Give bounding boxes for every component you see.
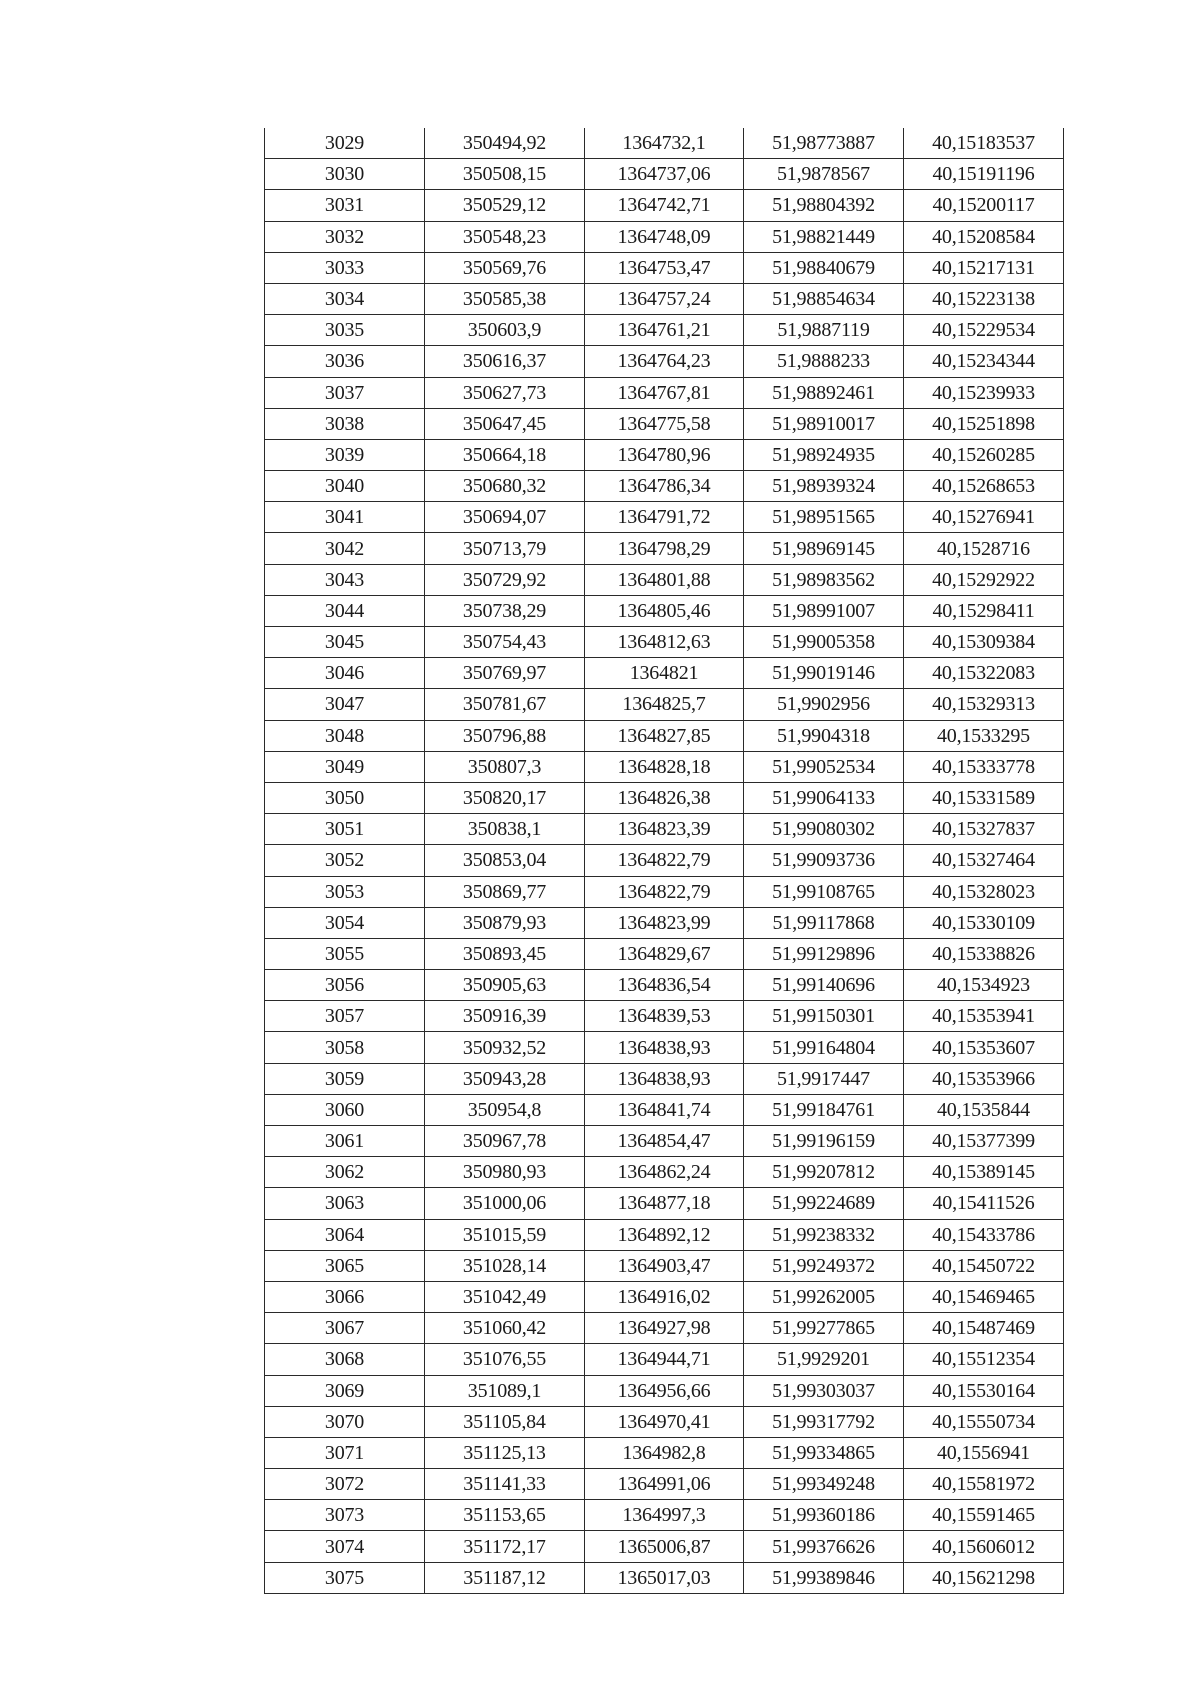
latitude-cell: 51,98804392 [744, 190, 904, 221]
x-coordinate-cell: 350585,38 [425, 283, 585, 314]
x-coordinate-cell: 350647,45 [425, 408, 585, 439]
latitude-cell: 51,99249372 [744, 1250, 904, 1281]
latitude-cell: 51,9904318 [744, 720, 904, 751]
point-number-cell: 3054 [265, 907, 425, 938]
point-number-cell: 3058 [265, 1032, 425, 1063]
table-row [265, 1281, 1064, 1312]
table-row [265, 720, 1064, 751]
y-coordinate-cell: 1364970,41 [585, 1406, 744, 1437]
table-row [265, 1250, 1064, 1281]
table-row [265, 190, 1064, 221]
latitude-cell: 51,98969145 [744, 533, 904, 564]
longitude-cell: 40,15530164 [904, 1375, 1064, 1406]
longitude-cell: 40,15268653 [904, 471, 1064, 502]
point-number-cell: 3044 [265, 595, 425, 626]
x-coordinate-cell: 351060,42 [425, 1313, 585, 1344]
x-coordinate-cell: 350627,73 [425, 377, 585, 408]
latitude-cell: 51,99238332 [744, 1219, 904, 1250]
longitude-cell: 40,15298411 [904, 595, 1064, 626]
y-coordinate-cell: 1364742,71 [585, 190, 744, 221]
longitude-cell: 40,15260285 [904, 439, 1064, 470]
table-row [265, 1437, 1064, 1468]
y-coordinate-cell: 1364826,38 [585, 782, 744, 813]
point-number-cell: 3062 [265, 1157, 425, 1188]
longitude-cell: 40,15239933 [904, 377, 1064, 408]
x-coordinate-cell: 351105,84 [425, 1406, 585, 1437]
x-coordinate-cell: 351125,13 [425, 1437, 585, 1468]
point-number-cell: 3050 [265, 782, 425, 813]
point-number-cell: 3052 [265, 845, 425, 876]
table-row [265, 845, 1064, 876]
x-coordinate-cell: 350879,93 [425, 907, 585, 938]
table-row [265, 439, 1064, 470]
y-coordinate-cell: 1364761,21 [585, 315, 744, 346]
y-coordinate-cell: 1364822,79 [585, 845, 744, 876]
longitude-cell: 40,1535844 [904, 1094, 1064, 1125]
x-coordinate-cell: 351141,33 [425, 1469, 585, 1500]
x-coordinate-cell: 351172,17 [425, 1531, 585, 1562]
x-coordinate-cell: 350508,15 [425, 159, 585, 190]
x-coordinate-cell: 350893,45 [425, 938, 585, 969]
y-coordinate-cell: 1364839,53 [585, 1001, 744, 1032]
point-number-cell: 3070 [265, 1406, 425, 1437]
latitude-cell: 51,9929201 [744, 1344, 904, 1375]
longitude-cell: 40,15251898 [904, 408, 1064, 439]
latitude-cell: 51,99140696 [744, 970, 904, 1001]
longitude-cell: 40,15328023 [904, 876, 1064, 907]
x-coordinate-cell: 350754,43 [425, 627, 585, 658]
latitude-cell: 51,99389846 [744, 1562, 904, 1593]
y-coordinate-cell: 1364829,67 [585, 938, 744, 969]
longitude-cell: 40,15433786 [904, 1219, 1064, 1250]
point-number-cell: 3038 [265, 408, 425, 439]
table-row [265, 1500, 1064, 1531]
latitude-cell: 51,99117868 [744, 907, 904, 938]
point-number-cell: 3053 [265, 876, 425, 907]
latitude-cell: 51,99064133 [744, 782, 904, 813]
y-coordinate-cell: 1364877,18 [585, 1188, 744, 1219]
y-coordinate-cell: 1364982,8 [585, 1437, 744, 1468]
longitude-cell: 40,15591465 [904, 1500, 1064, 1531]
x-coordinate-cell: 351153,65 [425, 1500, 585, 1531]
longitude-cell: 40,15200117 [904, 190, 1064, 221]
longitude-cell: 40,15229534 [904, 315, 1064, 346]
table-row [265, 938, 1064, 969]
point-number-cell: 3051 [265, 814, 425, 845]
x-coordinate-cell: 350838,1 [425, 814, 585, 845]
x-coordinate-cell: 350943,28 [425, 1063, 585, 1094]
latitude-cell: 51,98821449 [744, 221, 904, 252]
y-coordinate-cell: 1364927,98 [585, 1313, 744, 1344]
y-coordinate-cell: 1364991,06 [585, 1469, 744, 1500]
latitude-cell: 51,99224689 [744, 1188, 904, 1219]
table-row [265, 283, 1064, 314]
longitude-cell: 40,1533295 [904, 720, 1064, 751]
x-coordinate-cell: 350980,93 [425, 1157, 585, 1188]
latitude-cell: 51,99334865 [744, 1437, 904, 1468]
latitude-cell: 51,99129896 [744, 938, 904, 969]
point-number-cell: 3068 [265, 1344, 425, 1375]
table-row [265, 564, 1064, 595]
latitude-cell: 51,99349248 [744, 1469, 904, 1500]
longitude-cell: 40,15512354 [904, 1344, 1064, 1375]
longitude-cell: 40,15309384 [904, 627, 1064, 658]
point-number-cell: 3069 [265, 1375, 425, 1406]
latitude-cell: 51,99360186 [744, 1500, 904, 1531]
y-coordinate-cell: 1364798,29 [585, 533, 744, 564]
x-coordinate-cell: 350853,04 [425, 845, 585, 876]
x-coordinate-cell: 350769,97 [425, 658, 585, 689]
table-row [265, 1032, 1064, 1063]
x-coordinate-cell: 350494,92 [425, 128, 585, 159]
longitude-cell: 40,15217131 [904, 252, 1064, 283]
longitude-cell: 40,15606012 [904, 1531, 1064, 1562]
longitude-cell: 40,15208584 [904, 221, 1064, 252]
x-coordinate-cell: 351000,06 [425, 1188, 585, 1219]
latitude-cell: 51,9887119 [744, 315, 904, 346]
table-row [265, 1126, 1064, 1157]
y-coordinate-cell: 1364822,79 [585, 876, 744, 907]
y-coordinate-cell: 1364841,74 [585, 1094, 744, 1125]
x-coordinate-cell: 350932,52 [425, 1032, 585, 1063]
point-number-cell: 3031 [265, 190, 425, 221]
latitude-cell: 51,99019146 [744, 658, 904, 689]
longitude-cell: 40,1534923 [904, 970, 1064, 1001]
point-number-cell: 3041 [265, 502, 425, 533]
latitude-cell: 51,99108765 [744, 876, 904, 907]
latitude-cell: 51,99196159 [744, 1126, 904, 1157]
y-coordinate-cell: 1364944,71 [585, 1344, 744, 1375]
table-row [265, 471, 1064, 502]
y-coordinate-cell: 1364956,66 [585, 1375, 744, 1406]
x-coordinate-cell: 350781,67 [425, 689, 585, 720]
longitude-cell: 40,1528716 [904, 533, 1064, 564]
point-number-cell: 3061 [265, 1126, 425, 1157]
y-coordinate-cell: 1365017,03 [585, 1562, 744, 1593]
table-row [265, 627, 1064, 658]
table-row [265, 1344, 1064, 1375]
y-coordinate-cell: 1364838,93 [585, 1063, 744, 1094]
point-number-cell: 3047 [265, 689, 425, 720]
point-number-cell: 3059 [265, 1063, 425, 1094]
longitude-cell: 40,15389145 [904, 1157, 1064, 1188]
point-number-cell: 3072 [265, 1469, 425, 1500]
y-coordinate-cell: 1364812,63 [585, 627, 744, 658]
point-number-cell: 3055 [265, 938, 425, 969]
latitude-cell: 51,99150301 [744, 1001, 904, 1032]
y-coordinate-cell: 1365006,87 [585, 1531, 744, 1562]
table-row [265, 595, 1064, 626]
table-row [265, 1375, 1064, 1406]
x-coordinate-cell: 350603,9 [425, 315, 585, 346]
latitude-cell: 51,98892461 [744, 377, 904, 408]
longitude-cell: 40,15353941 [904, 1001, 1064, 1032]
point-number-cell: 3060 [265, 1094, 425, 1125]
x-coordinate-cell: 350713,79 [425, 533, 585, 564]
y-coordinate-cell: 1364775,58 [585, 408, 744, 439]
y-coordinate-cell: 1364997,3 [585, 1500, 744, 1531]
y-coordinate-cell: 1364786,34 [585, 471, 744, 502]
y-coordinate-cell: 1364767,81 [585, 377, 744, 408]
x-coordinate-cell: 350529,12 [425, 190, 585, 221]
longitude-cell: 40,15234344 [904, 346, 1064, 377]
latitude-cell: 51,98939324 [744, 471, 904, 502]
y-coordinate-cell: 1364732,1 [585, 128, 744, 159]
y-coordinate-cell: 1364828,18 [585, 751, 744, 782]
longitude-cell: 40,15487469 [904, 1313, 1064, 1344]
longitude-cell: 40,15327837 [904, 814, 1064, 845]
table-row [265, 1063, 1064, 1094]
longitude-cell: 40,15353607 [904, 1032, 1064, 1063]
y-coordinate-cell: 1364737,06 [585, 159, 744, 190]
point-number-cell: 3039 [265, 439, 425, 470]
table-row [265, 970, 1064, 1001]
longitude-cell: 40,15469465 [904, 1281, 1064, 1312]
y-coordinate-cell: 1364823,39 [585, 814, 744, 845]
x-coordinate-cell: 350616,37 [425, 346, 585, 377]
table-row [265, 1313, 1064, 1344]
x-coordinate-cell: 350569,76 [425, 252, 585, 283]
longitude-cell: 40,15550734 [904, 1406, 1064, 1437]
x-coordinate-cell: 350738,29 [425, 595, 585, 626]
point-number-cell: 3057 [265, 1001, 425, 1032]
longitude-cell: 40,15276941 [904, 502, 1064, 533]
x-coordinate-cell: 350905,63 [425, 970, 585, 1001]
table-row [265, 408, 1064, 439]
table-row [265, 159, 1064, 190]
x-coordinate-cell: 350807,3 [425, 751, 585, 782]
y-coordinate-cell: 1364854,47 [585, 1126, 744, 1157]
y-coordinate-cell: 1364805,46 [585, 595, 744, 626]
x-coordinate-cell: 350680,32 [425, 471, 585, 502]
table-row [265, 128, 1064, 159]
longitude-cell: 40,15330109 [904, 907, 1064, 938]
table-row [265, 876, 1064, 907]
latitude-cell: 51,9878567 [744, 159, 904, 190]
y-coordinate-cell: 1364862,24 [585, 1157, 744, 1188]
longitude-cell: 40,15411526 [904, 1188, 1064, 1219]
latitude-cell: 51,99164804 [744, 1032, 904, 1063]
point-number-cell: 3035 [265, 315, 425, 346]
x-coordinate-cell: 351015,59 [425, 1219, 585, 1250]
y-coordinate-cell: 1364836,54 [585, 970, 744, 1001]
table-row [265, 1531, 1064, 1562]
latitude-cell: 51,99277865 [744, 1313, 904, 1344]
table-row [265, 221, 1064, 252]
longitude-cell: 40,15377399 [904, 1126, 1064, 1157]
table-row [265, 1406, 1064, 1437]
x-coordinate-cell: 351042,49 [425, 1281, 585, 1312]
y-coordinate-cell: 1364791,72 [585, 502, 744, 533]
x-coordinate-cell: 350869,77 [425, 876, 585, 907]
longitude-cell: 40,15329313 [904, 689, 1064, 720]
y-coordinate-cell: 1364825,7 [585, 689, 744, 720]
y-coordinate-cell: 1364764,23 [585, 346, 744, 377]
x-coordinate-cell: 351187,12 [425, 1562, 585, 1593]
longitude-cell: 40,15322083 [904, 658, 1064, 689]
longitude-cell: 40,15450722 [904, 1250, 1064, 1281]
x-coordinate-cell: 350916,39 [425, 1001, 585, 1032]
latitude-cell: 51,9902956 [744, 689, 904, 720]
latitude-cell: 51,98854634 [744, 283, 904, 314]
latitude-cell: 51,99005358 [744, 627, 904, 658]
table-row [265, 689, 1064, 720]
latitude-cell: 51,99262005 [744, 1281, 904, 1312]
latitude-cell: 51,99317792 [744, 1406, 904, 1437]
longitude-cell: 40,15327464 [904, 845, 1064, 876]
table-row [265, 252, 1064, 283]
point-number-cell: 3033 [265, 252, 425, 283]
y-coordinate-cell: 1364821 [585, 658, 744, 689]
latitude-cell: 51,99207812 [744, 1157, 904, 1188]
point-number-cell: 3049 [265, 751, 425, 782]
point-number-cell: 3032 [265, 221, 425, 252]
table-row [265, 1188, 1064, 1219]
y-coordinate-cell: 1364892,12 [585, 1219, 744, 1250]
latitude-cell: 51,99080302 [744, 814, 904, 845]
y-coordinate-cell: 1364903,47 [585, 1250, 744, 1281]
y-coordinate-cell: 1364827,85 [585, 720, 744, 751]
x-coordinate-cell: 350548,23 [425, 221, 585, 252]
table-row [265, 1562, 1064, 1593]
point-number-cell: 3046 [265, 658, 425, 689]
y-coordinate-cell: 1364801,88 [585, 564, 744, 595]
point-number-cell: 3040 [265, 471, 425, 502]
latitude-cell: 51,98773887 [744, 128, 904, 159]
y-coordinate-cell: 1364916,02 [585, 1281, 744, 1312]
longitude-cell: 40,15581972 [904, 1469, 1064, 1500]
point-number-cell: 3045 [265, 627, 425, 658]
x-coordinate-cell: 351076,55 [425, 1344, 585, 1375]
latitude-cell: 51,98991007 [744, 595, 904, 626]
latitude-cell: 51,99052534 [744, 751, 904, 782]
x-coordinate-cell: 350796,88 [425, 720, 585, 751]
x-coordinate-cell: 351028,14 [425, 1250, 585, 1281]
point-number-cell: 3048 [265, 720, 425, 751]
table-row [265, 907, 1064, 938]
longitude-cell: 40,15331589 [904, 782, 1064, 813]
longitude-cell: 40,15353966 [904, 1063, 1064, 1094]
latitude-cell: 51,99376626 [744, 1531, 904, 1562]
latitude-cell: 51,9917447 [744, 1063, 904, 1094]
longitude-cell: 40,15338826 [904, 938, 1064, 969]
point-number-cell: 3074 [265, 1531, 425, 1562]
table-row [265, 346, 1064, 377]
point-number-cell: 3066 [265, 1281, 425, 1312]
point-number-cell: 3067 [265, 1313, 425, 1344]
point-number-cell: 3029 [265, 128, 425, 159]
table-row [265, 782, 1064, 813]
longitude-cell: 40,1556941 [904, 1437, 1064, 1468]
latitude-cell: 51,99184761 [744, 1094, 904, 1125]
point-number-cell: 3030 [265, 159, 425, 190]
point-number-cell: 3065 [265, 1250, 425, 1281]
y-coordinate-cell: 1364823,99 [585, 907, 744, 938]
y-coordinate-cell: 1364748,09 [585, 221, 744, 252]
coordinates-table [264, 128, 1064, 1594]
longitude-cell: 40,15191196 [904, 159, 1064, 190]
point-number-cell: 3036 [265, 346, 425, 377]
table-row [265, 533, 1064, 564]
latitude-cell: 51,98983562 [744, 564, 904, 595]
longitude-cell: 40,15183537 [904, 128, 1064, 159]
table-row [265, 377, 1064, 408]
point-number-cell: 3042 [265, 533, 425, 564]
table-row [265, 1469, 1064, 1500]
coordinates-table-body [265, 128, 1064, 1593]
latitude-cell: 51,98951565 [744, 502, 904, 533]
table-row [265, 658, 1064, 689]
longitude-cell: 40,15333778 [904, 751, 1064, 782]
table-row [265, 814, 1064, 845]
table-row [265, 1219, 1064, 1250]
table-row [265, 315, 1064, 346]
table-row [265, 1094, 1064, 1125]
latitude-cell: 51,9888233 [744, 346, 904, 377]
y-coordinate-cell: 1364838,93 [585, 1032, 744, 1063]
point-number-cell: 3056 [265, 970, 425, 1001]
latitude-cell: 51,99303037 [744, 1375, 904, 1406]
table-row [265, 1157, 1064, 1188]
latitude-cell: 51,98924935 [744, 439, 904, 470]
point-number-cell: 3064 [265, 1219, 425, 1250]
longitude-cell: 40,15223138 [904, 283, 1064, 314]
latitude-cell: 51,98840679 [744, 252, 904, 283]
point-number-cell: 3071 [265, 1437, 425, 1468]
y-coordinate-cell: 1364753,47 [585, 252, 744, 283]
latitude-cell: 51,99093736 [744, 845, 904, 876]
longitude-cell: 40,15621298 [904, 1562, 1064, 1593]
point-number-cell: 3073 [265, 1500, 425, 1531]
x-coordinate-cell: 351089,1 [425, 1375, 585, 1406]
x-coordinate-cell: 350967,78 [425, 1126, 585, 1157]
y-coordinate-cell: 1364780,96 [585, 439, 744, 470]
latitude-cell: 51,98910017 [744, 408, 904, 439]
x-coordinate-cell: 350694,07 [425, 502, 585, 533]
y-coordinate-cell: 1364757,24 [585, 283, 744, 314]
point-number-cell: 3034 [265, 283, 425, 314]
x-coordinate-cell: 350729,92 [425, 564, 585, 595]
table-row [265, 1001, 1064, 1032]
point-number-cell: 3075 [265, 1562, 425, 1593]
table-row [265, 751, 1064, 782]
x-coordinate-cell: 350954,8 [425, 1094, 585, 1125]
point-number-cell: 3037 [265, 377, 425, 408]
longitude-cell: 40,15292922 [904, 564, 1064, 595]
x-coordinate-cell: 350820,17 [425, 782, 585, 813]
x-coordinate-cell: 350664,18 [425, 439, 585, 470]
table-row [265, 502, 1064, 533]
point-number-cell: 3063 [265, 1188, 425, 1219]
point-number-cell: 3043 [265, 564, 425, 595]
